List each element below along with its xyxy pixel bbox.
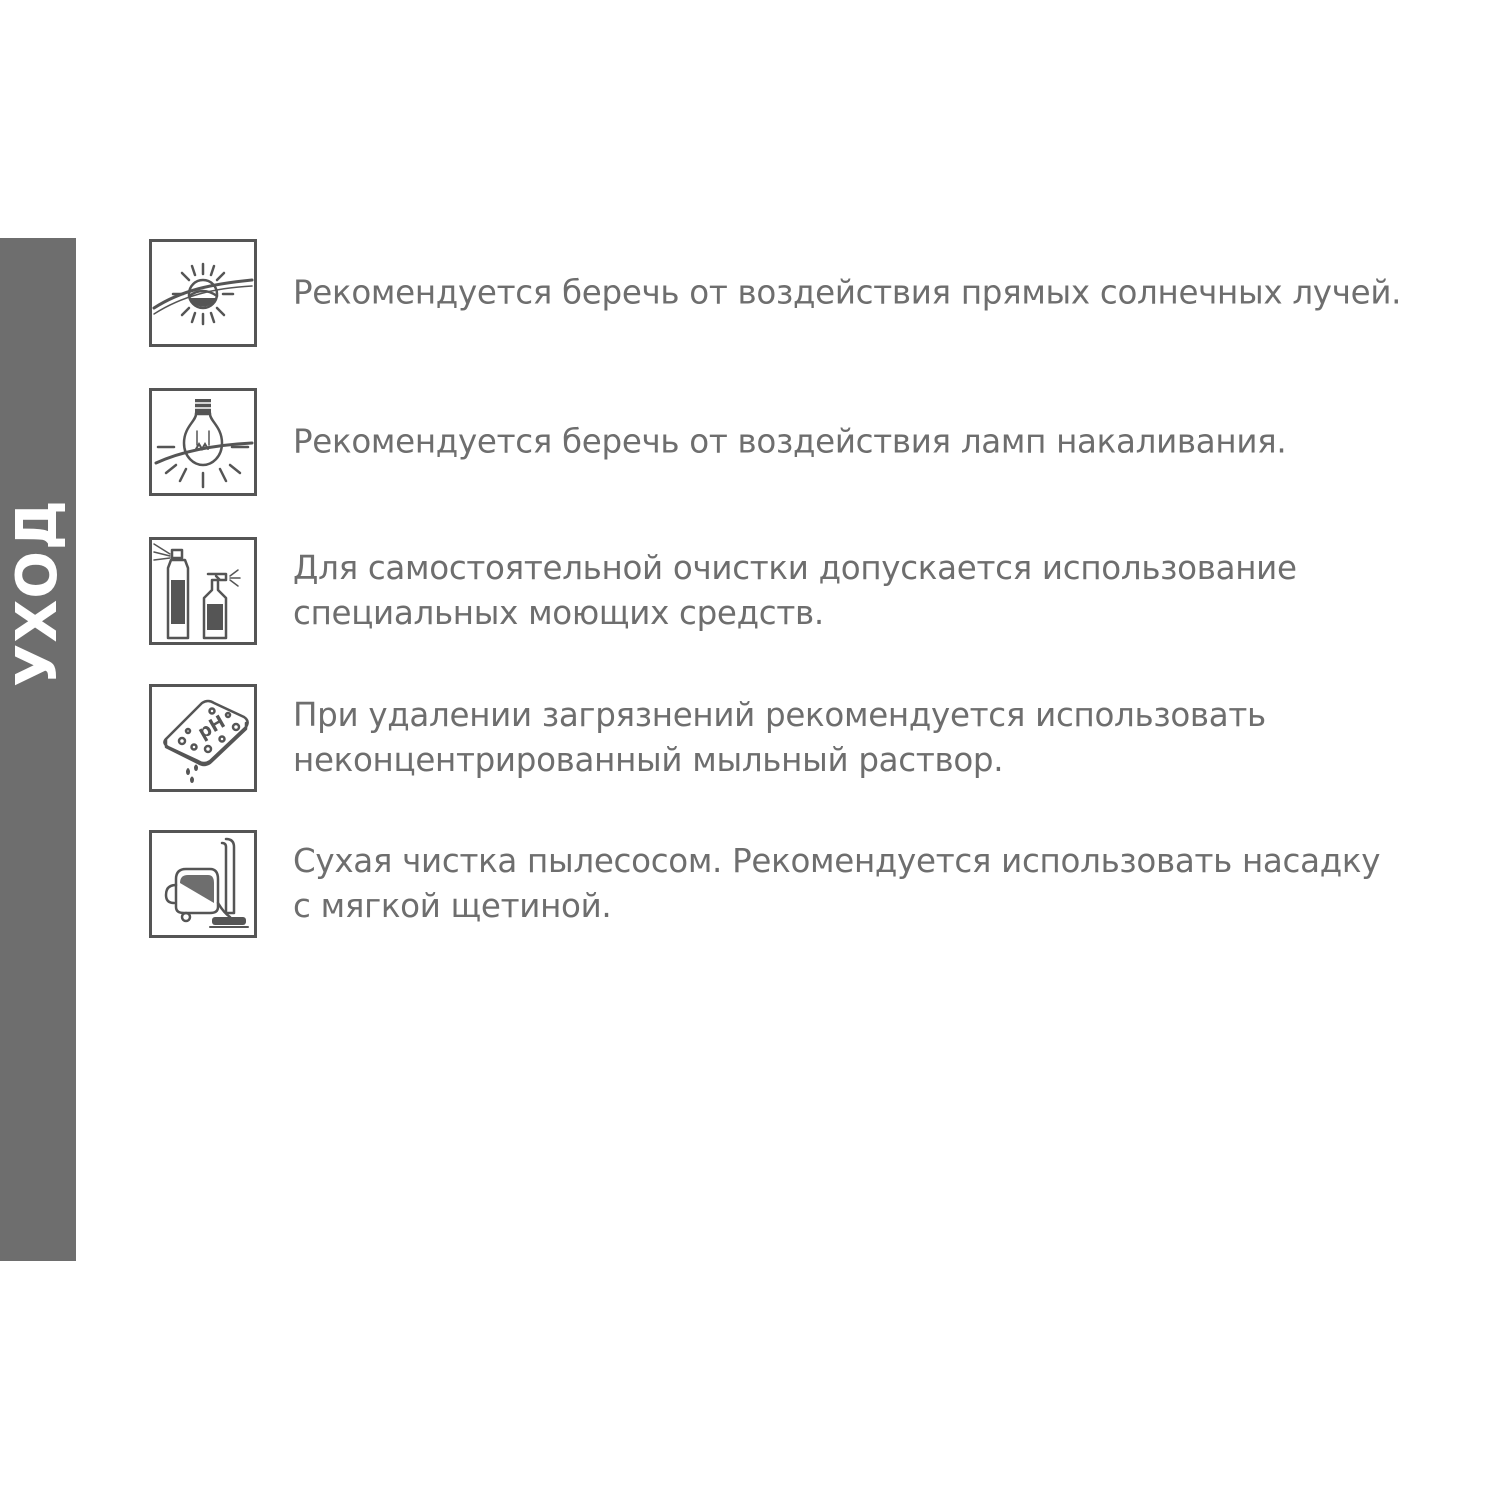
care-item [149, 684, 1494, 792]
care-item-text [293, 839, 1493, 929]
care-item-text [293, 271, 1493, 316]
text-line: Для самостоятельной очистки допускается использование [293, 549, 1297, 587]
care-item [149, 537, 1494, 645]
cleaning-agents-icon [149, 537, 257, 645]
incandescent-lamp-icon [149, 388, 257, 496]
care-item [149, 830, 1494, 938]
text-line: Сухая чистка пылесосом. Рекомендуется использовать насадку [293, 842, 1381, 880]
sidebar-title: УХОД [5, 499, 70, 687]
text-line: с мягкой щетиной. [293, 887, 612, 925]
text-line: неконцентрированный мыльный раствор. [293, 741, 1004, 779]
care-item-text [293, 546, 1493, 636]
svg-text:pH: pH [194, 711, 230, 744]
ph-sponge-icon [149, 684, 257, 792]
sidebar [0, 238, 76, 1261]
text-line: Рекомендуется беречь от воздействия ламп накаливания. [293, 422, 1287, 461]
care-item-text [293, 420, 1493, 465]
care-item-text [293, 693, 1493, 783]
text-line: Рекомендуется беречь от воздействия прямых солнечных лучей. [293, 273, 1402, 312]
text-line: При удалении загрязнений рекомендуется использовать [293, 696, 1266, 734]
care-item [149, 239, 1494, 347]
care-item [149, 388, 1494, 496]
vacuum-cleaner-icon [149, 830, 257, 938]
sun-protection-icon [149, 239, 257, 347]
text-line: специальных моющих средств. [293, 594, 824, 632]
